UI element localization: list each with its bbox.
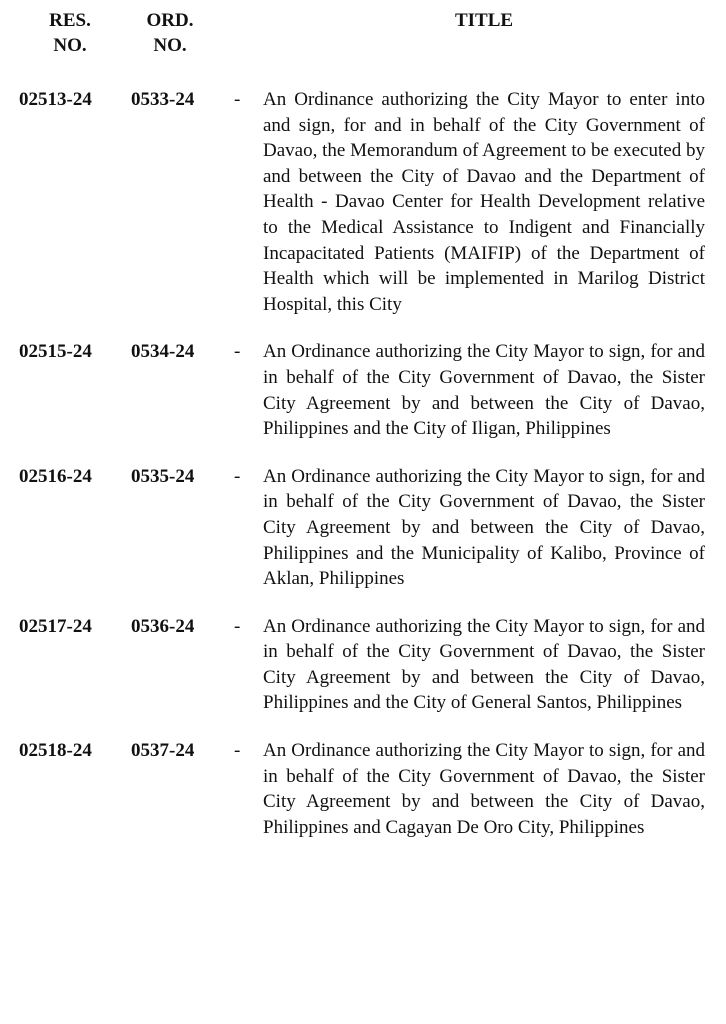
- separator-dash: -: [234, 615, 241, 637]
- ord-no-header-line1: ORD.: [146, 10, 194, 31]
- res-number: 02518-24: [19, 740, 92, 762]
- res-no-header-line1: RES.: [49, 10, 91, 31]
- res-no-header: [22, 8, 118, 58]
- ord-number: 0533-24: [131, 89, 195, 110]
- ord-number: 0535-24: [131, 465, 195, 487]
- list-item: [0, 464, 726, 592]
- list-item: [0, 614, 726, 716]
- res-number: 02515-24: [19, 341, 92, 363]
- title-header: TITLE: [454, 10, 514, 31]
- separator-dash: -: [234, 89, 241, 110]
- ord-number: 0534-24: [131, 341, 195, 363]
- separator-dash: -: [234, 740, 241, 762]
- separator-dash: -: [234, 465, 241, 487]
- ordinance-title: An Ordinance authorizing the City Mayor to sign, for and in behalf of the City Government of Davao, the Sister City Agreement by and between the City of Davao, Philippines and Cagayan De Oro City, Philippines: [263, 740, 705, 838]
- ordinance-title: An Ordinance authorizing the City Mayor to sign, for and in behalf of the City Government of Davao, the Sister City Agreement by and between the City of Davao, Philippines and the City of Iligan, Philippines: [263, 341, 705, 440]
- ordinance-title: An Ordinance authorizing the City Mayor to enter into and sign, for and in behalf of the City Government of Davao, the Memorandum of Agreement to be executed by and between the City of Davao and the Department of Health - Davao Center for Health Development relative to the Medical Assistance to Indigent and Financially Incapacitated Patients (MAIFIP) of the Department of Health which will be implemented in Marilog District Hospital, this City: [263, 89, 705, 315]
- list-item: [0, 339, 726, 441]
- ordinance-list: [0, 87, 726, 840]
- list-item: [0, 87, 726, 317]
- ord-no-header-line2: NO.: [153, 35, 187, 56]
- separator-dash: -: [234, 341, 241, 363]
- ordinance-title: An Ordinance authorizing the City Mayor to sign, for and in behalf of the City Government of Davao, the Sister City Agreement by and between the City of Davao, Philippines and the City of General Santos, Philippines: [263, 615, 705, 714]
- ord-number: 0536-24: [131, 615, 195, 637]
- table-header: [0, 8, 726, 68]
- res-number: 02517-24: [19, 615, 92, 637]
- res-number: 02513-24: [19, 89, 92, 110]
- ordinance-title: An Ordinance authorizing the City Mayor to sign, for and in behalf of the City Government of Davao, the Sister City Agreement by and between the City of Davao, Philippines and the Municipality of Kalibo, Province of Aklan, Philippines: [263, 465, 705, 590]
- list-item: [0, 738, 726, 840]
- res-number: 02516-24: [19, 465, 92, 487]
- ord-no-header: [122, 8, 218, 58]
- ord-number: 0537-24: [131, 740, 195, 762]
- res-no-header-line2: NO.: [53, 35, 87, 56]
